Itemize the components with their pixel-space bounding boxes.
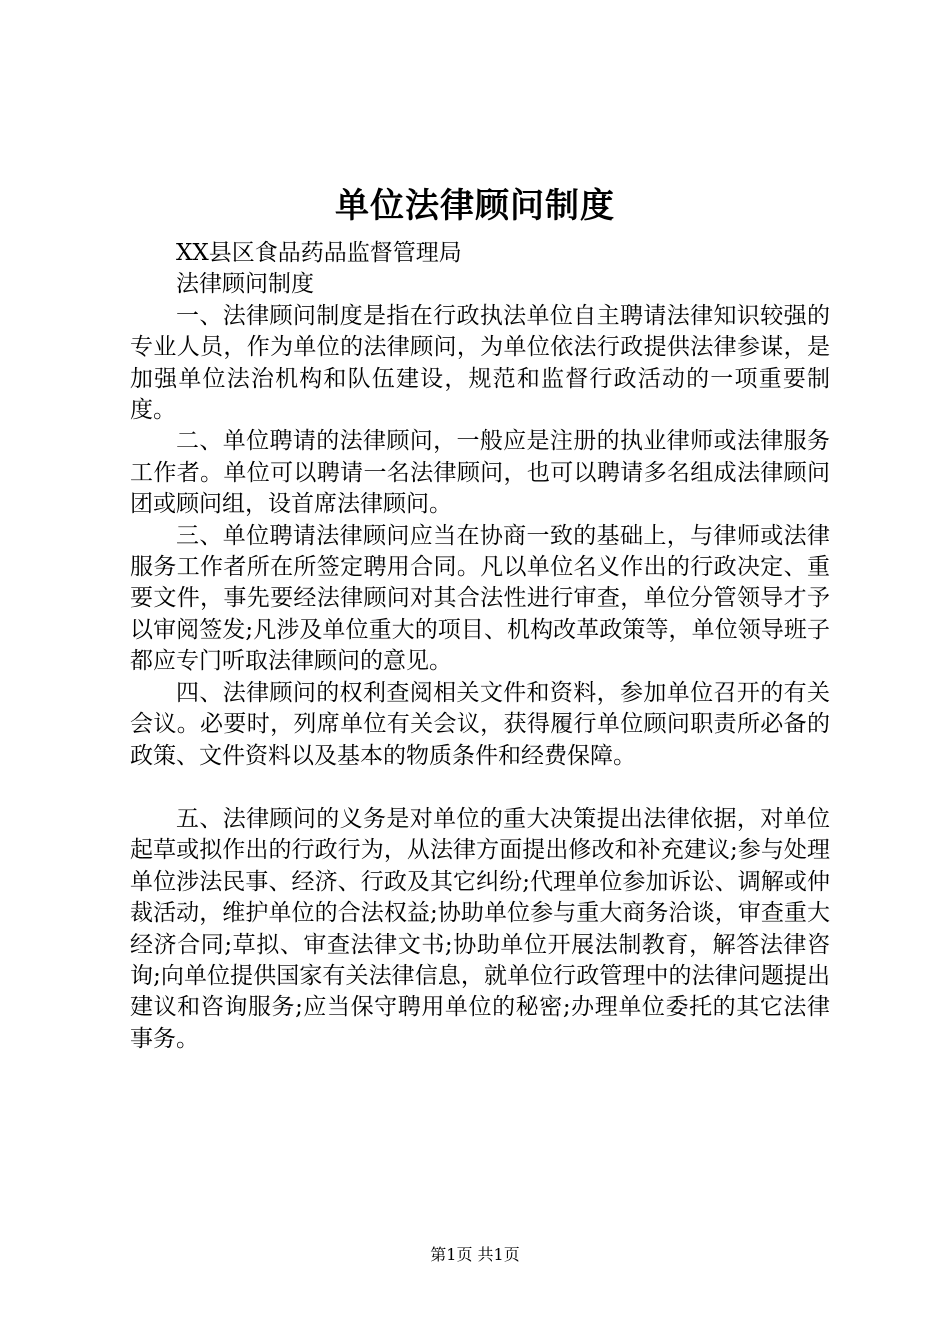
- article-4: 四、法律顾问的权利查阅相关文件和资料，参加单位召开的有关会议。必要时，列席单位有关会议，获得履行单位顾问职责所必备的政策、文件资料以及基本的物质条件和经费保障。: [130, 679, 830, 769]
- page-number-footer: 第1页 共1页: [430, 1245, 520, 1264]
- issuing-organization: XX县区食品药品监督管理局: [176, 240, 462, 266]
- document-subtitle: 法律顾问制度: [176, 271, 314, 298]
- article-5: 五、法律顾问的义务是对单位的重大决策提出法律依据，对单位起草或拟作出的行政行为，从法律方面提出修改和补充建议;参与处理单位涉法民事、经济、行政及其它纠纷;代理单位参加诉讼、调解或仲裁活动，维护单位的合法权益;协助单位参与重大商务洽谈，审查重大经济合同;草拟、审查法律文书;协助单位开展法制教育，解答法律咨询;向单位提供国家有关法律信息，就单位行政管理中的法律问题提出建议和咨询服务;应当保守聘用单位的秘密;办理单位委托的其它法律事务。: [130, 805, 830, 1052]
- article-1: 一、法律顾问制度是指在行政执法单位自主聘请法律知识较强的专业人员，作为单位的法律顾问，为单位依法行政提供法律参谋，是加强单位法治机构和队伍建设，规范和监督行政活动的一项重要制度。: [130, 302, 830, 424]
- document-title: 单位法律顾问制度: [335, 186, 615, 226]
- document-body: [130, 238, 830, 1055]
- article-2: 二、单位聘请的法律顾问，一般应是注册的执业律师或法律服务工作者。单位可以聘请一名法律顾问，也可以聘请多名组成法律顾问团或顾问组，设首席法律顾问。: [130, 428, 830, 518]
- article-3: 三、单位聘请法律顾问应当在协商一致的基础上，与律师或法律服务工作者所在所签定聘用合同。凡以单位名义作出的行政决定、重要文件，事先要经法律顾问对其合法性进行审查，单位分管领导才予以审阅签发;凡涉及单位重大的项目、机构改革政策等，单位领导班子都应专门听取法律顾问的意见。: [130, 522, 830, 675]
